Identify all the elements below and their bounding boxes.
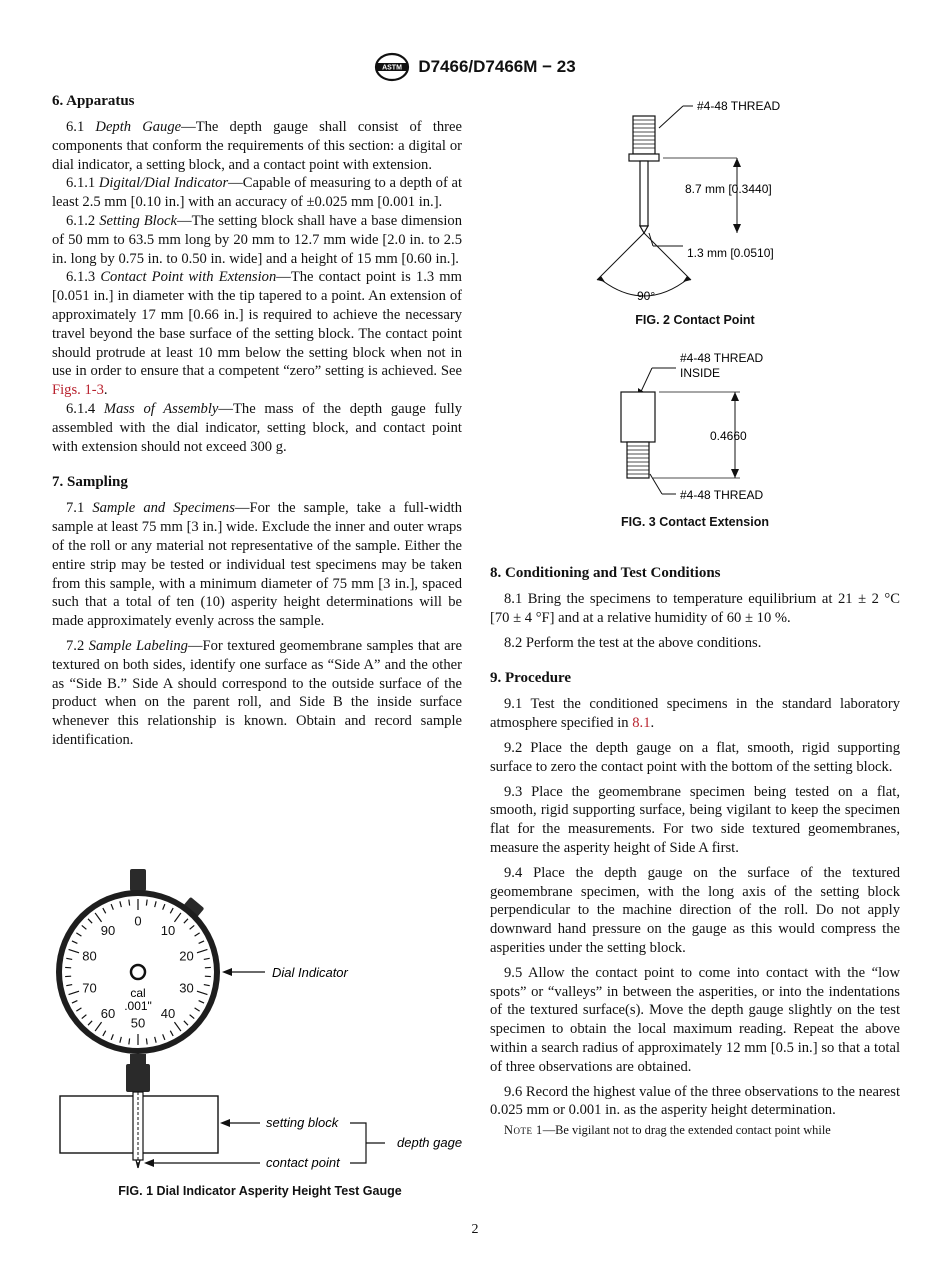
section-8-1-link[interactable]: 8.1 — [632, 715, 651, 732]
para-9-3: 9.3 Place the geomembrane specimen being tested on a flat, smooth, rigid supporting surface, being vigilant to keep the specimen flat for the measurements. For two side textured geomembranes, measure the asperity height of Side A first. — [490, 783, 900, 856]
svg-text:0.4660: 0.4660 — [710, 429, 747, 443]
para-6-1-1: 6.1.1 Digital/Dial Indicator—Capable of measuring to a depth of at least 2.5 mm [0.10 in.] with an accuracy of ±0.025 mm [0.001 in.]. — [52, 175, 463, 211]
para-9-5: 9.5 Allow the contact point to come into contact with the “low spots” or “valleys” in between the asperities, or into the indentations of the textured surface(s). Move the depth gauge slightly on the test specimen to obtain the local maximum reading. Repeat the above within a search radius of approximately 12 mm [0.5 in.] so that a total of three observations are obtained. — [490, 964, 900, 1075]
dial-number: 50 — [130, 1015, 146, 1031]
para-9-1: 9.1 Test the conditioned specimens in the standard laboratory atmosphere specified in 8.1. — [490, 696, 900, 732]
dial-tick — [129, 1038, 130, 1044]
section-7-heading: 7. Sampling — [52, 474, 128, 491]
right-column — [490, 565, 900, 1138]
svg-text:Dial Indicator: Dial Indicator — [272, 965, 348, 980]
dial-number: 60 — [100, 1005, 116, 1021]
para-7-2: 7.2 Sample Labeling—For textured geomembrane samples that are textured on both sides, identify one surface as “Side A” and the other as “Side B.” Side A should correspond to the outside surface of the product when on the parent roll, and Side B the inside surface whenever this relationship is known. Obtain and record sample identification. — [52, 637, 462, 748]
section-9-heading: 9. Procedure — [490, 670, 572, 687]
dial-number: 20 — [179, 948, 194, 964]
dial-indicator-diagram — [50, 865, 470, 1175]
svg-text:#4-48 THREAD: #4-48 THREAD — [680, 351, 764, 365]
svg-text:8.7 mm [0.3440]: 8.7 mm [0.3440] — [685, 182, 772, 196]
svg-text:#4-48 THREAD: #4-48 THREAD — [697, 99, 781, 113]
para-6-1-3: 6.1.3 Contact Point with Extension—The contact point is 1.3 mm [0.051 in.] in diameter with the tip tapered to a point. An extension of approximately 17 mm [0.66 in.] is required to achieve the necessary travel beyond the base surface of the setting block. The contact point should protrude at least 10 mm below the setting block when not in use in order to ensure that a competent “zero” setting is achieved. See Figs. 1-3. — [52, 269, 463, 399]
note-1: Note 1—Be vigilant not to drag the extended contact point while — [504, 1123, 831, 1138]
figure-2-caption: FIG. 2 Contact Point — [635, 313, 755, 327]
para-7-1: 7.1 Sample and Specimens—For the sample, take a full-width sample at least 75 mm [3 in.] wide. Exclude the inner and outer wraps of the roll or any material not representative of the sample. Either the entire strip may be tested or individual test specimens may be taken from this sample, with a minimum diameter of 75 mm [3 in.], spaced such that a total of ten (10) asperity height determinations will be made approximately evenly across the sample. — [52, 500, 462, 630]
svg-text:90°: 90° — [637, 289, 656, 303]
figure-3 — [580, 346, 810, 529]
svg-text:1.3 mm [0.0510]: 1.3 mm [0.0510] — [687, 246, 774, 260]
dial-number: 70 — [82, 980, 97, 996]
para-8-1: 8.1 Bring the specimens to temperature equilibrium at 21 ± 2 °C [70 ± 4 °F] and at a relative humidity of 60 ± 10 %. — [490, 591, 900, 626]
figure-3-caption: FIG. 3 Contact Extension — [621, 515, 769, 529]
dial-number: 30 — [179, 980, 194, 996]
page-number: 2 — [471, 1222, 479, 1237]
dial-number: 0 — [134, 913, 142, 929]
dial-tick — [146, 900, 147, 906]
para-9-2: 9.2 Place the depth gauge on a flat, smooth, rigid supporting surface to zero the contact point with the bottom of the setting block. — [490, 739, 900, 775]
section-6-heading: 6. Apparatus — [52, 93, 135, 109]
figure-1-caption: FIG. 1 Dial Indicator Asperity Height Test Gauge — [118, 1184, 402, 1198]
svg-text:.001": .001" — [124, 999, 152, 1013]
svg-text:#4-48 THREAD: #4-48 THREAD — [680, 488, 764, 502]
dial-tick — [146, 1038, 147, 1044]
para-6-1: 6.1 Depth Gauge—The depth gauge shall consist of three components that conform the requirements of this section: a digital or dial indicator, a setting block, and a contact point with extension. — [52, 119, 462, 173]
astm-logo — [374, 52, 410, 82]
figure-2 — [585, 96, 805, 328]
dial-number: 40 — [160, 1005, 176, 1021]
svg-text:setting block: setting block — [266, 1115, 339, 1130]
para-6-1-2: 6.1.2 Setting Block—The setting block shall have a base dimension of 50 mm to 63.5 mm long by 20 mm to 12.7 mm wide [2.0 in. to 2.5 in. long by 0.75 in. to 0.50 in. wide] and a height of 15 mm [0.60 in.]. — [52, 212, 462, 267]
dial-number: 90 — [100, 923, 116, 939]
figs-1-3-link[interactable]: Figs. 1-3 — [52, 382, 104, 399]
svg-text:contact point: contact point — [266, 1155, 340, 1170]
para-6-1-4: 6.1.4 Mass of Assembly—The mass of the depth gauge fully assembled with the dial indicator, setting block, and contact point with extension should not exceed 300 g. — [52, 400, 462, 455]
dial-number: 80 — [82, 948, 97, 964]
section-8-heading: 8. Conditioning and Test Conditions — [490, 565, 721, 581]
standard-designation: D7466/D7466M − 23 — [418, 57, 576, 76]
svg-text:depth gage: depth gage — [397, 1135, 463, 1150]
contact-point-diagram — [585, 96, 805, 304]
svg-text:INSIDE: INSIDE — [680, 366, 721, 380]
contact-extension-diagram — [580, 346, 810, 508]
para-8-2: 8.2 Perform the test at the above conditions. — [504, 634, 762, 651]
svg-text:ASTM: ASTM — [382, 64, 403, 72]
page-header — [0, 52, 950, 86]
para-9-6: 9.6 Record the highest value of the three observations to the nearest 0.025 mm or 0.001 in. as the asperity height determination. — [490, 1083, 900, 1119]
dial-number: 10 — [160, 923, 176, 939]
para-9-4: 9.4 Place the depth gauge on the surface of the textured geomembrane specimen, with the long axis of the setting block perpendicular to the machine direction of the roll. Do not apply downward hand pressure on the gauge as this would compress the asperities under the setting block. — [490, 864, 900, 956]
svg-text:cal: cal — [130, 986, 146, 1000]
dial-tick — [129, 900, 130, 906]
left-column — [52, 93, 462, 750]
figure-1 — [50, 865, 470, 1200]
